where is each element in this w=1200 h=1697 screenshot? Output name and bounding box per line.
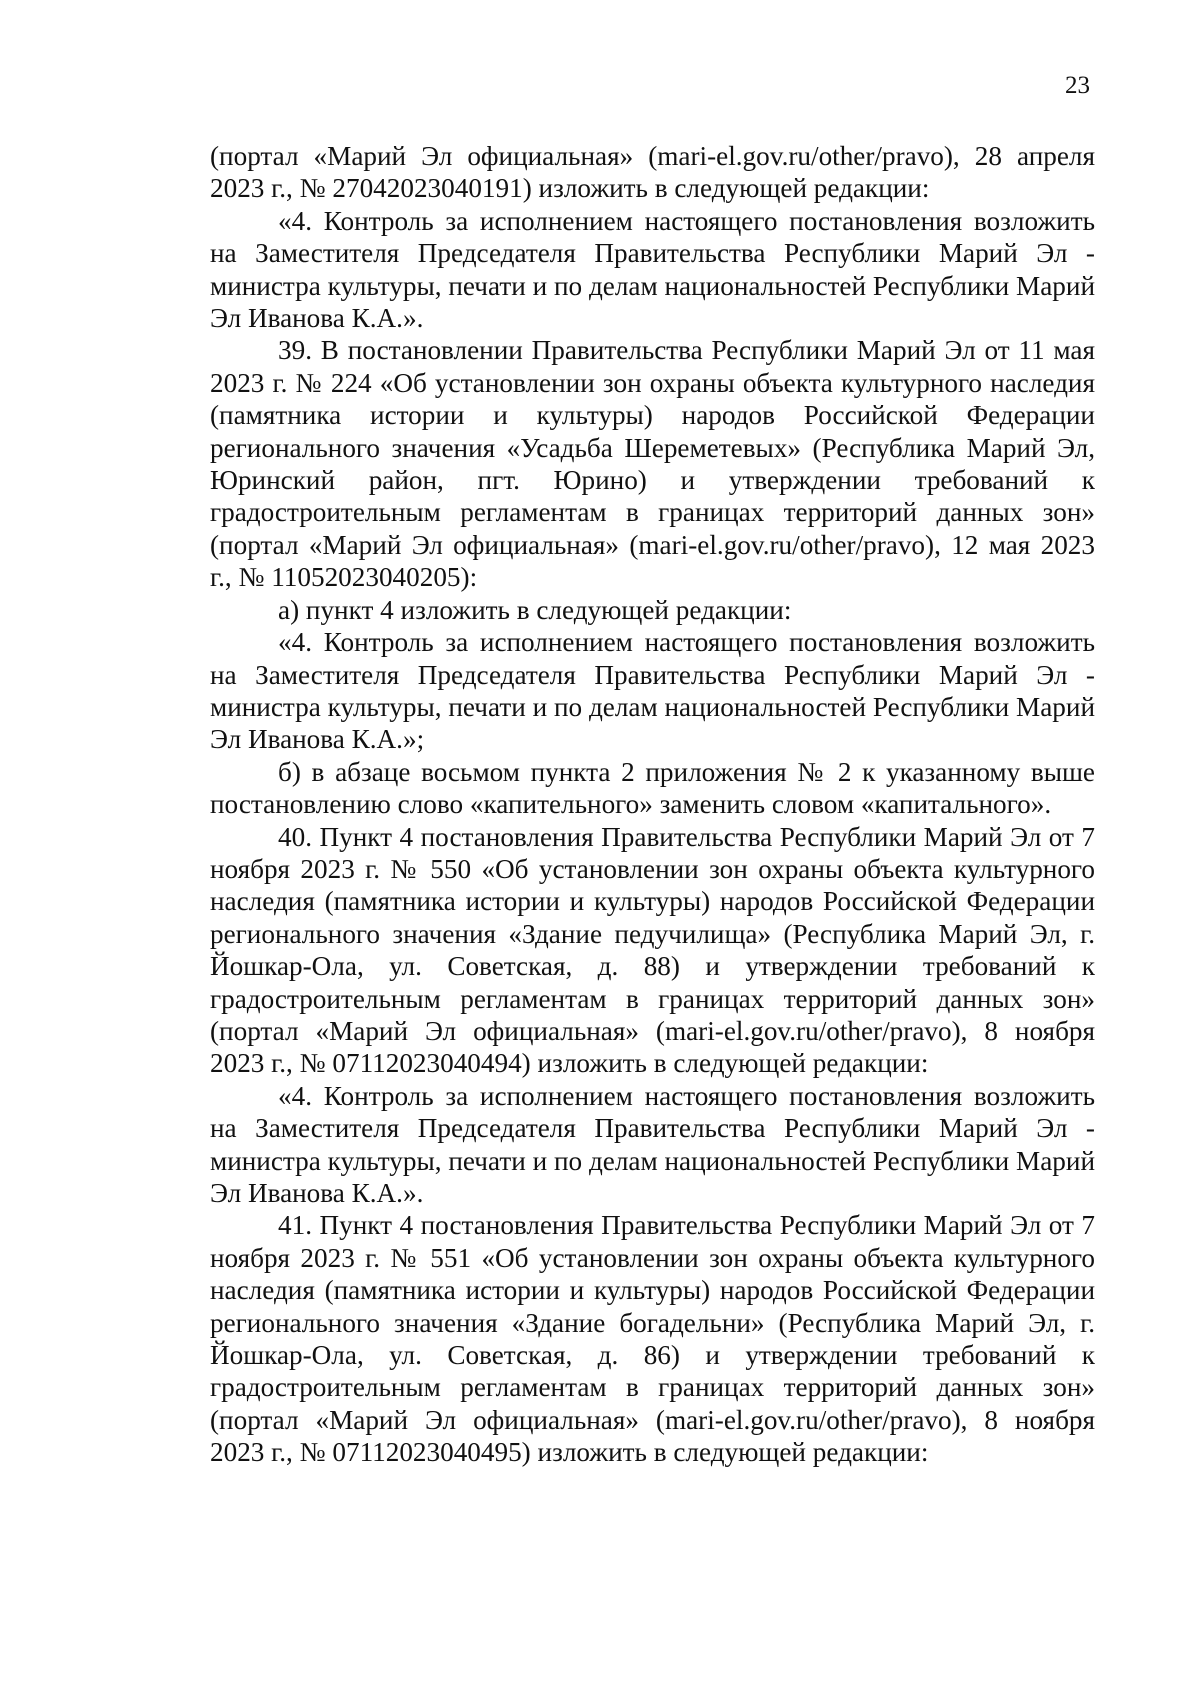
paragraph: 41. Пункт 4 постановления Правительства Республики Марий Эл от 7 ноября 2023 г. № 551 «Об установлении зон охраны объекта культурного наследия (памятника истории и культуры) народов Российской Федерации регионального значения «Здание богадельни» (Республика Марий Эл, г. Йошкар-Ола, ул. Советская, д. 86) и утверждении требований к градостроительным регламентам в границах территорий данных зон» (портал «Марий Эл официальная» (mari-el.gov.ru/other/pravo), 8 ноября 2023 г., № 07112023040495) изложить в следующей редакции: (210, 1210, 1095, 1468)
page-number: 23 (1065, 72, 1090, 99)
paragraph: а) пункт 4 изложить в следующей редакции: (278, 594, 792, 625)
paragraph: 39. В постановлении Правительства Республики Марий Эл от 11 мая 2023 г. № 224 «Об установлении зон охраны объекта культурного наследия (памятника истории и культуры) народов Российской Федерации регионального значения «Усадьба Шереметевых» (Республика Марий Эл, Юринский район, пгт. Юрино) и утверждении требований к градостроительным регламентам в границах территорий данных зон» (портал «Марий Эл официальная» (mari-el.gov.ru/other/pravo), 12 мая 2023 г., № 11052023040205): (210, 335, 1095, 593)
paragraph: б) в абзаце восьмом пункта 2 приложения № 2 к указанному выше постановлению слово «капительного» заменить словом «капитального». (210, 756, 1095, 820)
paragraph: «4. Контроль за исполнением настоящего постановления возложить на Заместителя Председателя Правительства Республики Марий Эл - министра культуры, печати и по делам национальностей Республики Марий Эл Иванова К.А.». (210, 205, 1095, 334)
document-body (210, 140, 1095, 1469)
paragraph: (портал «Марий Эл официальная» (mari-el.gov.ru/other/pravo), 28 апреля 2023 г., № 27042023040191) изложить в следующей редакции: (210, 141, 1095, 204)
paragraph: 40. Пункт 4 постановления Правительства Республики Марий Эл от 7 ноября 2023 г. № 550 «Об установлении зон охраны объекта культурного наследия (памятника истории и культуры) народов Российской Федерации регионального значения «Здание педучилища» (Республика Марий Эл, г. Йошкар-Ола, ул. Советская, д. 88) и утверждении требований к градостроительным регламентам в границах территорий данных зон» (портал «Марий Эл официальная» (mari-el.gov.ru/other/pravo), 8 ноября 2023 г., № 07112023040494) изложить в следующей редакции: (210, 821, 1095, 1079)
paragraph: «4. Контроль за исполнением настоящего постановления возложить на Заместителя Председателя Правительства Республики Марий Эл - министра культуры, печати и по делам национальностей Республики Марий Эл Иванова К.А.»; (210, 627, 1095, 755)
paragraph: «4. Контроль за исполнением настоящего постановления возложить на Заместителя Председателя Правительства Республики Марий Эл - министра культуры, печати и по делам национальностей Республики Марий Эл Иванова К.А.». (210, 1080, 1095, 1208)
